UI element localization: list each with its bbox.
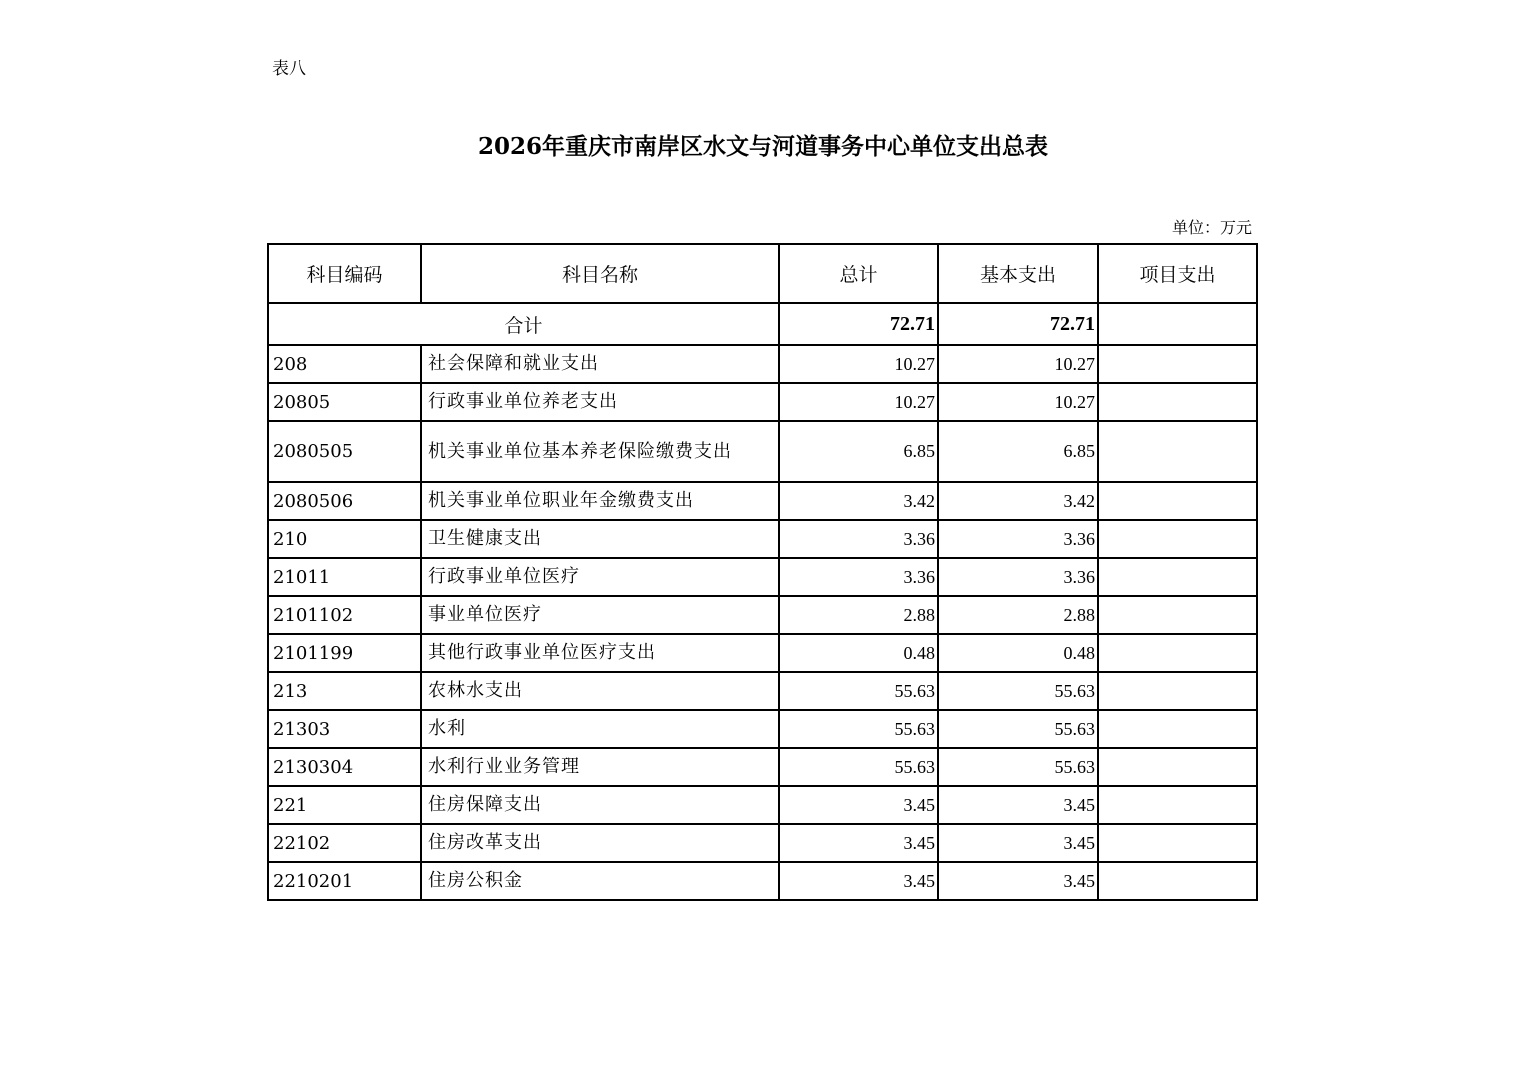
- row-project: [1098, 748, 1257, 786]
- row-name: 卫生健康支出: [421, 520, 779, 558]
- row-code: 213: [268, 672, 421, 710]
- row-name: 其他行政事业单位医疗支出: [421, 634, 779, 672]
- table-row: [268, 748, 1257, 786]
- row-project: [1098, 824, 1257, 862]
- row-basic: 3.36: [938, 520, 1098, 558]
- row-project: [1098, 710, 1257, 748]
- row-basic: 55.63: [938, 672, 1098, 710]
- row-total: 3.45: [779, 786, 938, 824]
- row-name: 事业单位医疗: [421, 596, 779, 634]
- row-name: 农林水支出: [421, 672, 779, 710]
- row-basic: 3.36: [938, 558, 1098, 596]
- table-row: [268, 520, 1257, 558]
- row-code: 2210201: [268, 862, 421, 900]
- row-code: 20805: [268, 383, 421, 421]
- row-name: 住房改革支出: [421, 824, 779, 862]
- column-header-project: 项目支出: [1098, 244, 1257, 303]
- table-row: [268, 862, 1257, 900]
- row-name: 机关事业单位基本养老保险缴费支出: [421, 421, 779, 482]
- row-code: 2101102: [268, 596, 421, 634]
- row-name: 机关事业单位职业年金缴费支出: [421, 482, 779, 520]
- row-basic: 10.27: [938, 383, 1098, 421]
- row-basic: 55.63: [938, 710, 1098, 748]
- row-total: 3.36: [779, 558, 938, 596]
- row-name: 住房保障支出: [421, 786, 779, 824]
- row-project: [1098, 558, 1257, 596]
- row-basic: 2.88: [938, 596, 1098, 634]
- table-row: [268, 421, 1257, 482]
- table-row: [268, 634, 1257, 672]
- row-total: 3.36: [779, 520, 938, 558]
- row-total: 2.88: [779, 596, 938, 634]
- row-name: 住房公积金: [421, 862, 779, 900]
- row-total: 55.63: [779, 710, 938, 748]
- row-code: 208: [268, 345, 421, 383]
- header-row: [268, 244, 1257, 303]
- row-project: [1098, 634, 1257, 672]
- row-project: [1098, 482, 1257, 520]
- row-project: [1098, 786, 1257, 824]
- row-total: 6.85: [779, 421, 938, 482]
- row-basic: 3.42: [938, 482, 1098, 520]
- row-name: 行政事业单位医疗: [421, 558, 779, 596]
- row-name: 水利: [421, 710, 779, 748]
- row-basic: 0.48: [938, 634, 1098, 672]
- row-project: [1098, 520, 1257, 558]
- row-total: 0.48: [779, 634, 938, 672]
- table-row: [268, 672, 1257, 710]
- row-code: 22102: [268, 824, 421, 862]
- row-name: 社会保障和就业支出: [421, 345, 779, 383]
- total-project-value: [1098, 303, 1257, 345]
- column-header-code: 科目编码: [268, 244, 421, 303]
- row-code: 2080505: [268, 421, 421, 482]
- row-code: 210: [268, 520, 421, 558]
- row-code: 21303: [268, 710, 421, 748]
- table-row: [268, 482, 1257, 520]
- column-header-name: 科目名称: [421, 244, 779, 303]
- table-row: [268, 786, 1257, 824]
- table-row: [268, 824, 1257, 862]
- table-row: [268, 596, 1257, 634]
- row-total: 10.27: [779, 383, 938, 421]
- total-basic-value: 72.71: [938, 303, 1098, 345]
- row-project: [1098, 672, 1257, 710]
- unit-label: 单位：万元: [1171, 218, 1252, 237]
- row-project: [1098, 383, 1257, 421]
- row-basic: 6.85: [938, 421, 1098, 482]
- row-code: 21011: [268, 558, 421, 596]
- table-row: [268, 710, 1257, 748]
- row-total: 55.63: [779, 672, 938, 710]
- row-total: 55.63: [779, 748, 938, 786]
- row-project: [1098, 596, 1257, 634]
- total-label: 合计: [268, 303, 779, 345]
- row-total: 3.45: [779, 824, 938, 862]
- row-code: 2130304: [268, 748, 421, 786]
- row-basic: 10.27: [938, 345, 1098, 383]
- table-number-label: 表八: [272, 59, 306, 79]
- row-code: 221: [268, 786, 421, 824]
- table-row: [268, 383, 1257, 421]
- row-project: [1098, 862, 1257, 900]
- row-basic: 55.63: [938, 748, 1098, 786]
- expenditure-table: [267, 243, 1258, 901]
- row-basic: 3.45: [938, 824, 1098, 862]
- column-header-total: 总计: [779, 244, 938, 303]
- page-title: 2026年重庆市南岸区水文与河道事务中心单位支出总表: [477, 133, 1048, 160]
- total-row: [268, 303, 1257, 345]
- row-code: 2101199: [268, 634, 421, 672]
- row-name: 水利行业业务管理: [421, 748, 779, 786]
- row-total: 3.42: [779, 482, 938, 520]
- row-total: 3.45: [779, 862, 938, 900]
- total-value: 72.71: [779, 303, 938, 345]
- row-basic: 3.45: [938, 862, 1098, 900]
- table-row: [268, 345, 1257, 383]
- row-project: [1098, 421, 1257, 482]
- column-header-basic: 基本支出: [938, 244, 1098, 303]
- row-code: 2080506: [268, 482, 421, 520]
- row-project: [1098, 345, 1257, 383]
- table-row: [268, 558, 1257, 596]
- row-basic: 3.45: [938, 786, 1098, 824]
- row-total: 10.27: [779, 345, 938, 383]
- row-name: 行政事业单位养老支出: [421, 383, 779, 421]
